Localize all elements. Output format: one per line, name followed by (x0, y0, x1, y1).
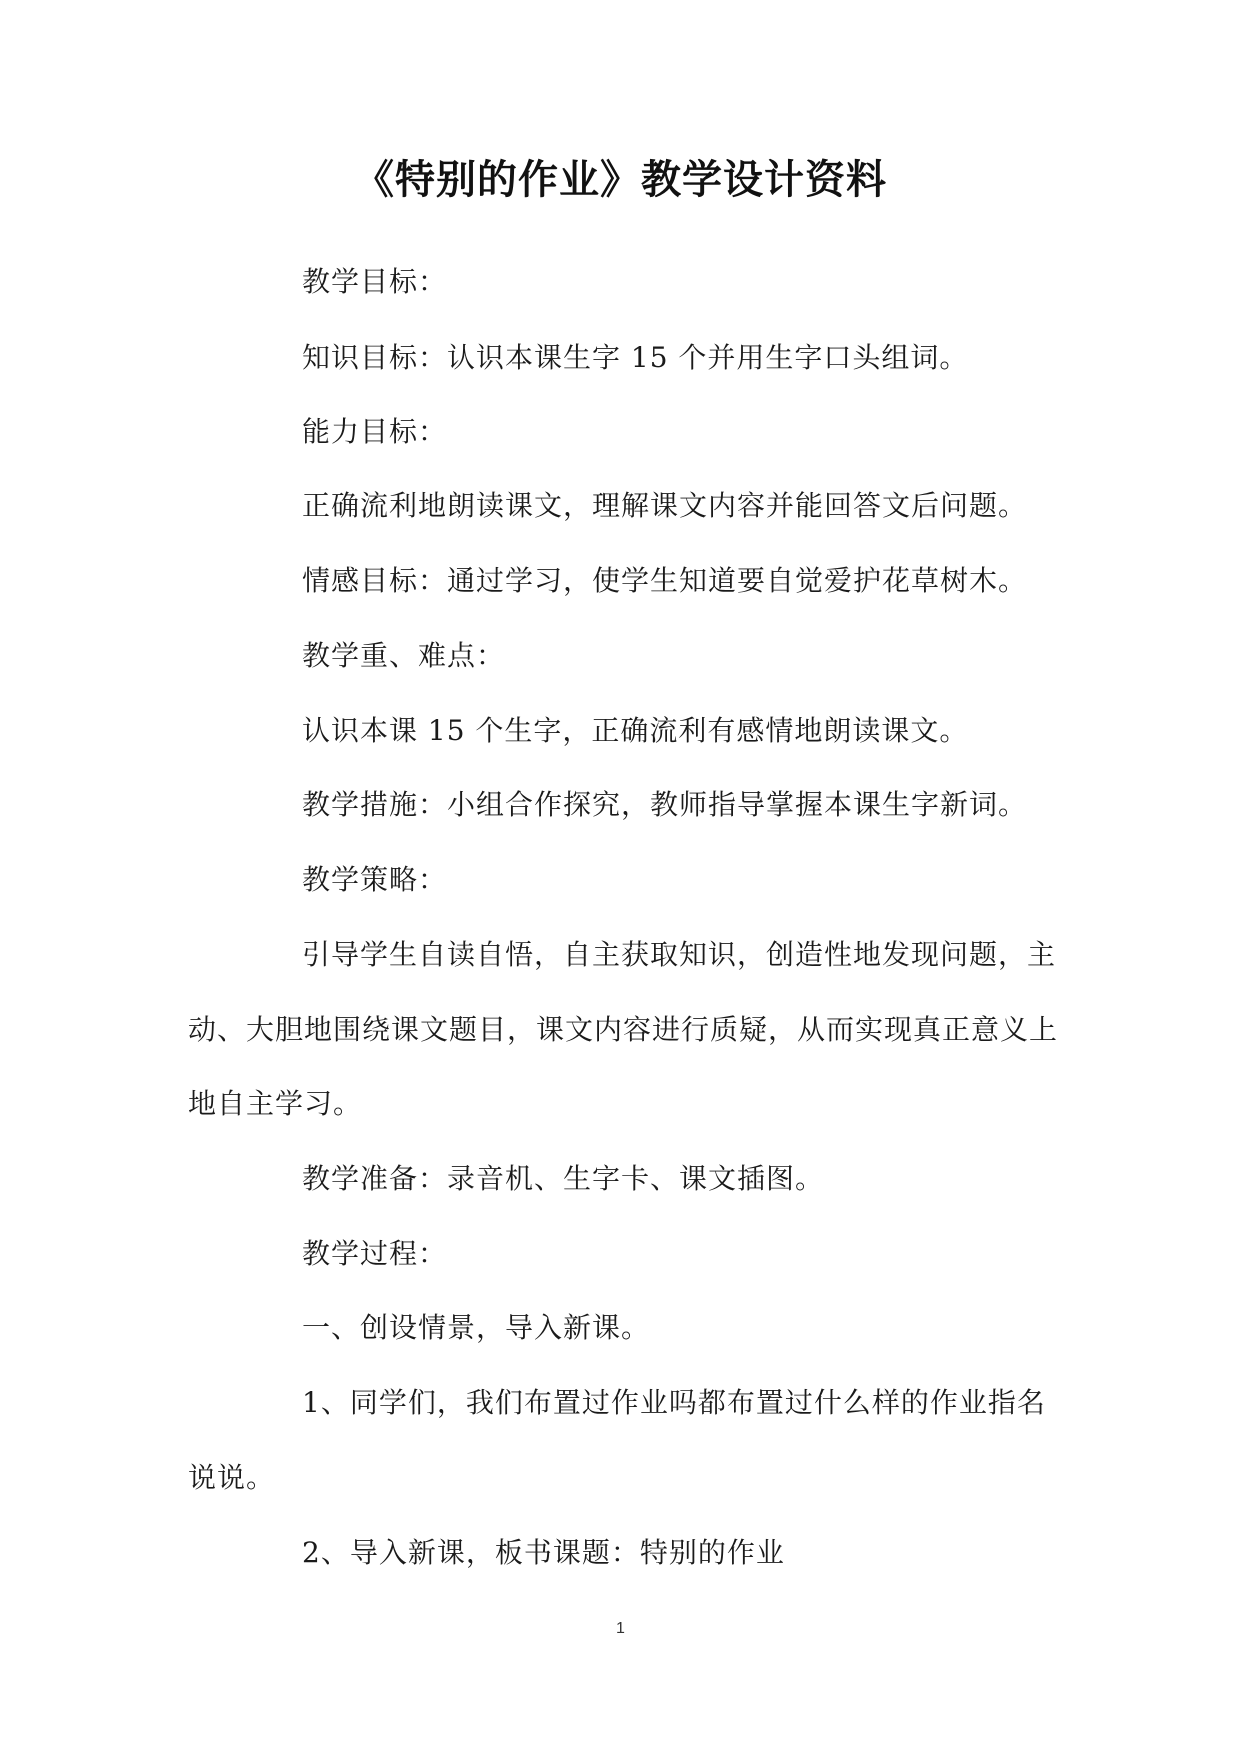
paragraph-line: 知识目标：认识本课生字 15 个并用生字口头组词。 (302, 341, 969, 374)
paragraph-line: 1、同学们，我们布置过作业吗都布置过什么样的作业指名 (302, 1386, 1046, 1419)
paragraph-line: 能力目标： (302, 415, 448, 448)
paragraph-line: 教学目标： (302, 265, 448, 298)
paragraph-line: 认识本课 15 个生字，正确流利有感情地朗读课文。 (302, 714, 969, 747)
paragraph-line: 教学策略： (302, 863, 448, 896)
paragraph-line: 说说。 (188, 1461, 276, 1494)
page-number: 1 (616, 1620, 625, 1637)
paragraph-line: 引导学生自读自悟，自主获取知识，创造性地发现问题，主 (302, 938, 1057, 971)
paragraph-line: 一、创设情景，导入新课。 (302, 1311, 651, 1344)
paragraph-line: 动、大胆地围绕课文题目，课文内容进行质疑，从而实现真正意义上 (188, 1013, 1059, 1046)
paragraph-line: 2、导入新课，板书课题：特别的作业 (302, 1536, 785, 1569)
paragraph-line: 情感目标：通过学习，使学生知道要自觉爱护花草树木。 (302, 564, 1028, 597)
paragraph-line: 教学过程： (302, 1237, 448, 1270)
paragraph-line: 教学重、难点： (302, 639, 506, 672)
paragraph-line: 教学措施：小组合作探究，教师指导掌握本课生字新词。 (302, 788, 1028, 821)
paragraph-line: 教学准备：录音机、生字卡、课文插图。 (302, 1162, 825, 1195)
paragraph-line: 地自主学习。 (188, 1087, 363, 1120)
paragraph-line: 正确流利地朗读课文，理解课文内容并能回答文后问题。 (302, 489, 1028, 522)
document-title: 《特别的作业》教学设计资料 (354, 157, 887, 203)
